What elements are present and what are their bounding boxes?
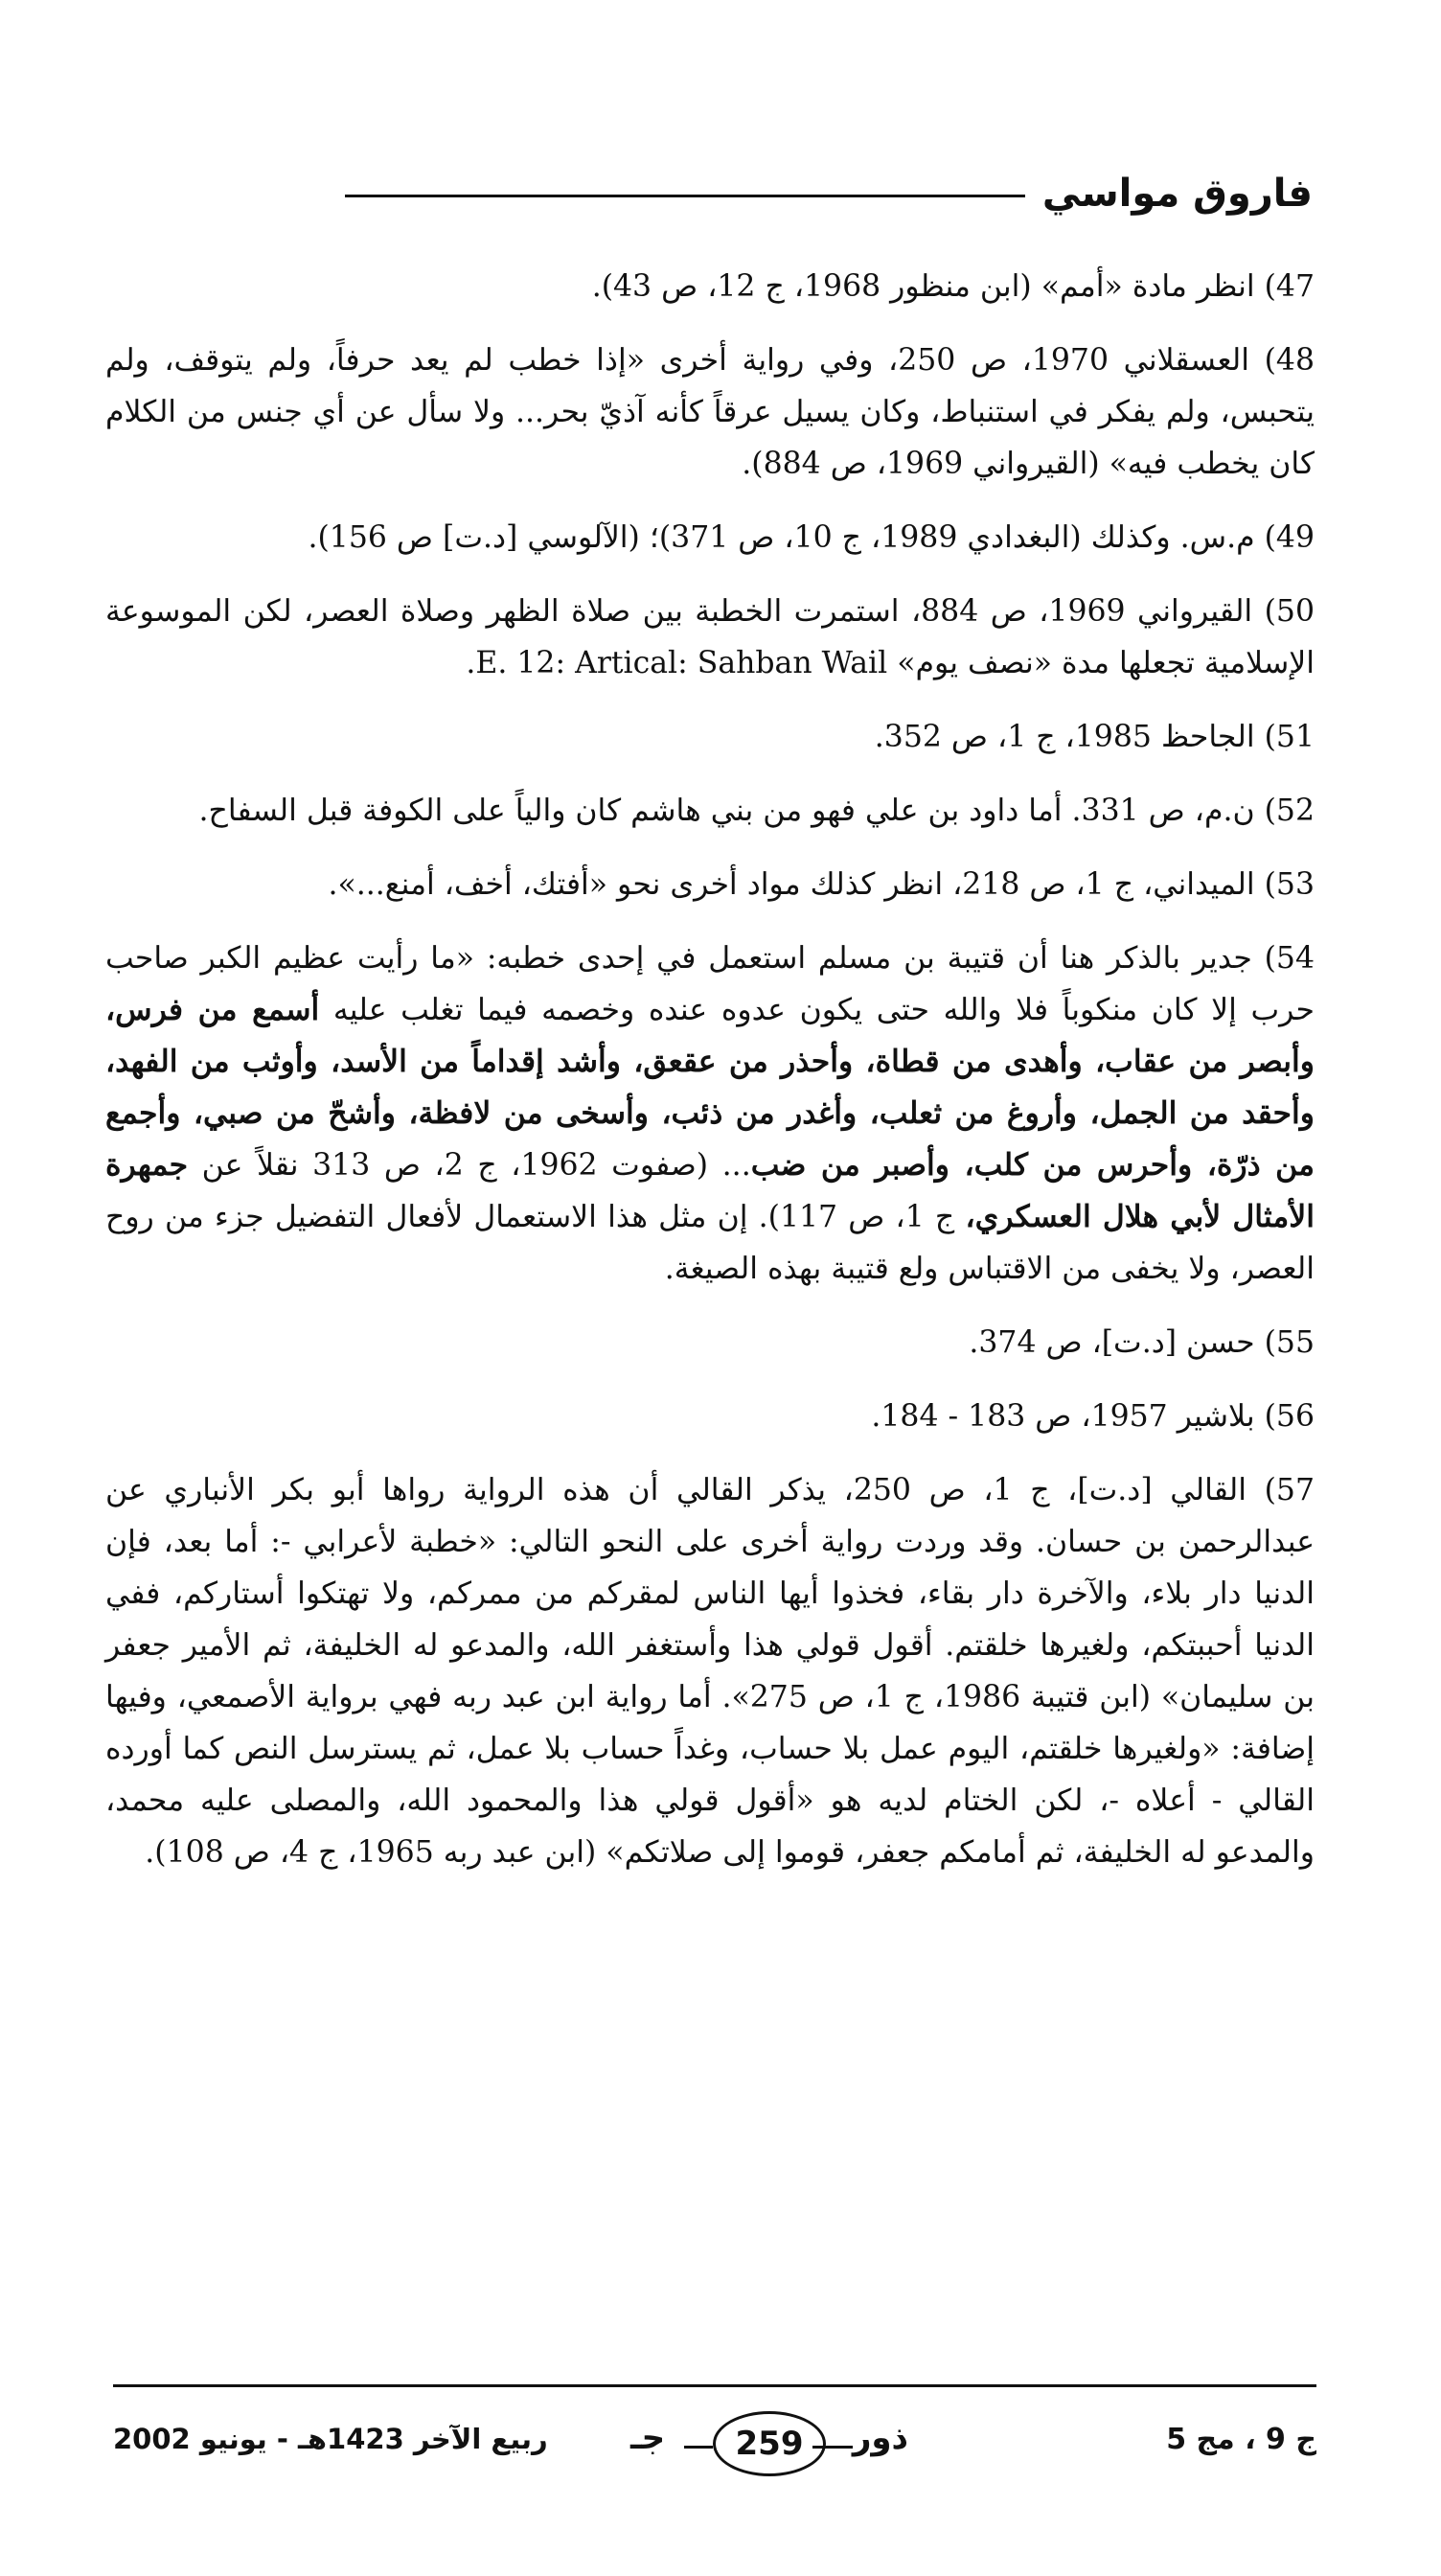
endnote-49 (105, 512, 1315, 564)
endnote-text: 57) القالي [د.ت]، ج 1، ص 250، يذكر القالي أن هذه الرواية رواها أبو بكر الأنباري عن عبدالرحمن بن حسان. وقد وردت رواية أخرى على النحو التالي: «خطبة لأعرابي -: أما بعد، فإن الدنيا دار بلاء، والآخرة دار بقاء، فخذوا أيها الناس لمقركم من ممركم، ولا تهتكوا أستاركم، ففي الدنيا أحببتكم، ولغيرها خلقتم. أقول قولي هذا وأستغفر الله، والمدعو له الخليفة، ثم الأمير جعفر بن سليمان» (ابن قتيبة 1986، ج 1، ص 275». أما رواية ابن عبد ربه فهي برواية الأصمعي، وفيها إضافة: «ولغيرها خلقتم، اليوم عمل بلا حساب، وغداً حساب بلا عمل، ثم يسترسل النص كما أورده القالي - أعلاه -، لكن الختام لديه هو «أقول قولي هذا والمحمود الله، والمصلى عليه محمد، والمدعو له الخليفة، ثم أمامكم جعفر، قوموا إلى صلاتكم» (ابن عبد ربه 1965، ج 4، ص 108). (105, 1473, 1315, 1870)
endnotes-list (105, 261, 1315, 1900)
endnote-text: 48) العسقلاني 1970، ص 250، وفي رواية أخرى «إذا خطب لم يعد حرفاً، ولم يتوقف، ولم يتحبس، ولم يفكر في استنباط، وكان يسيل عرقاً كأنه آذيّ بحر... ولا سأل عن أي جنس من الكلام كان يخطب فيه» (القيرواني 1969، ص 884). (105, 343, 1315, 481)
endnote-text: 53) الميداني، ج 1، ص 218، انظر كذلك مواد أخرى نحو «أفتك، أخف، أمنع...». (328, 867, 1315, 902)
issue-date: ربيع الآخر 1423هـ - يونيو 2002 (113, 2423, 548, 2455)
endnote-48 (105, 334, 1315, 490)
endnote-text: ج 1، ص 117). إن مثل هذا الاستعمال لأفعال التفضيل جزء من روح العصر، ولا يخفى من الاقتباس ولع قتيبة بهذه الصيغة. (105, 1200, 1315, 1286)
endnote-text: 56) بلاشير 1957، ص 183 - 184. (871, 1399, 1315, 1434)
logo-dhur: ذور (852, 2419, 908, 2457)
logo-dash-left (684, 2446, 713, 2449)
running-header (115, 165, 1313, 222)
page-number: 259 (713, 2411, 826, 2476)
endnote-bold-text: جمهرة الأمثال لأبي هلال العسكري، (105, 1147, 1315, 1234)
logo-jeem: جـ (630, 2419, 666, 2457)
endnote-51 (105, 711, 1315, 763)
endnote-52 (105, 785, 1315, 837)
endnote-50 (105, 586, 1315, 689)
endnote-text: E. 12: Artical: Sahban Wail (475, 646, 888, 680)
endnote-55 (105, 1317, 1315, 1368)
footer-rule (113, 2384, 1316, 2387)
endnote-text: 54) جدير بالذكر هنا أن قتيبة بن مسلم استعمل في إحدى خطبه: «ما رأيت عظيم الكبر صاحب حرب إلا كان منكوباً فلا والله حتى يكون عدوه عنده وخصمه فيما تغلب عليه (105, 941, 1315, 1027)
page-footer (113, 2407, 1316, 2484)
endnote-54 (105, 932, 1315, 1295)
endnote-47 (105, 261, 1315, 312)
endnote-text: 52) ن.م، ص 331. أما داود بن علي فهو من بني هاشم كان والياً على الكوفة قبل السفاح. (198, 794, 1315, 828)
endnote-text: 51) الجاحظ 1985، ج 1، ص 352. (874, 720, 1315, 754)
endnote-text: 47) انظر مادة «أمم» (ابن منظور 1968، ج 12، ص 43). (591, 269, 1315, 304)
issue-info: ج 9 ، مج 5 (1166, 2423, 1316, 2456)
header-rule (345, 195, 1025, 197)
endnote-57 (105, 1464, 1315, 1878)
endnote-text: 49) م.س. وكذلك (البغدادي 1989، ج 10، ص 371)؛ (الآلوسي [د.ت] ص 156). (308, 520, 1315, 555)
endnote-53 (105, 859, 1315, 910)
endnote-bold-text: أسمع من فرس، وأبصر من عقاب، وأهدى من قطاة، وأحذر من عقعق، وأشد إقداماً من الأسد، وأوثب من الفهد، وأحقد من الجمل، وأروغ من ثعلب، وأغدر من ذئب، وأسخى من لافظة، وأشحّ من صبي، وأجمع من ذرّة، وأحرس من كلب، وأصبر من ضب (105, 992, 1315, 1183)
journal-logo (630, 2411, 908, 2480)
logo-dash-right (812, 2446, 853, 2449)
endnote-text: 50) القيرواني 1969، ص 884، استمرت الخطبة بين صلاة الظهر وصلاة العصر، لكن الموسوعة الإسلامية تجعلها مدة «نصف يوم» (105, 594, 1315, 680)
endnote-text: 55) حسن [د.ت]، ص 374. (969, 1325, 1315, 1360)
author-name: فاروق مواسي (1041, 172, 1313, 216)
endnote-text: . (466, 646, 476, 680)
endnote-text: ... (صفوت 1962، ج 2، ص 313 نقلاً عن (188, 1148, 751, 1183)
endnote-56 (105, 1391, 1315, 1442)
